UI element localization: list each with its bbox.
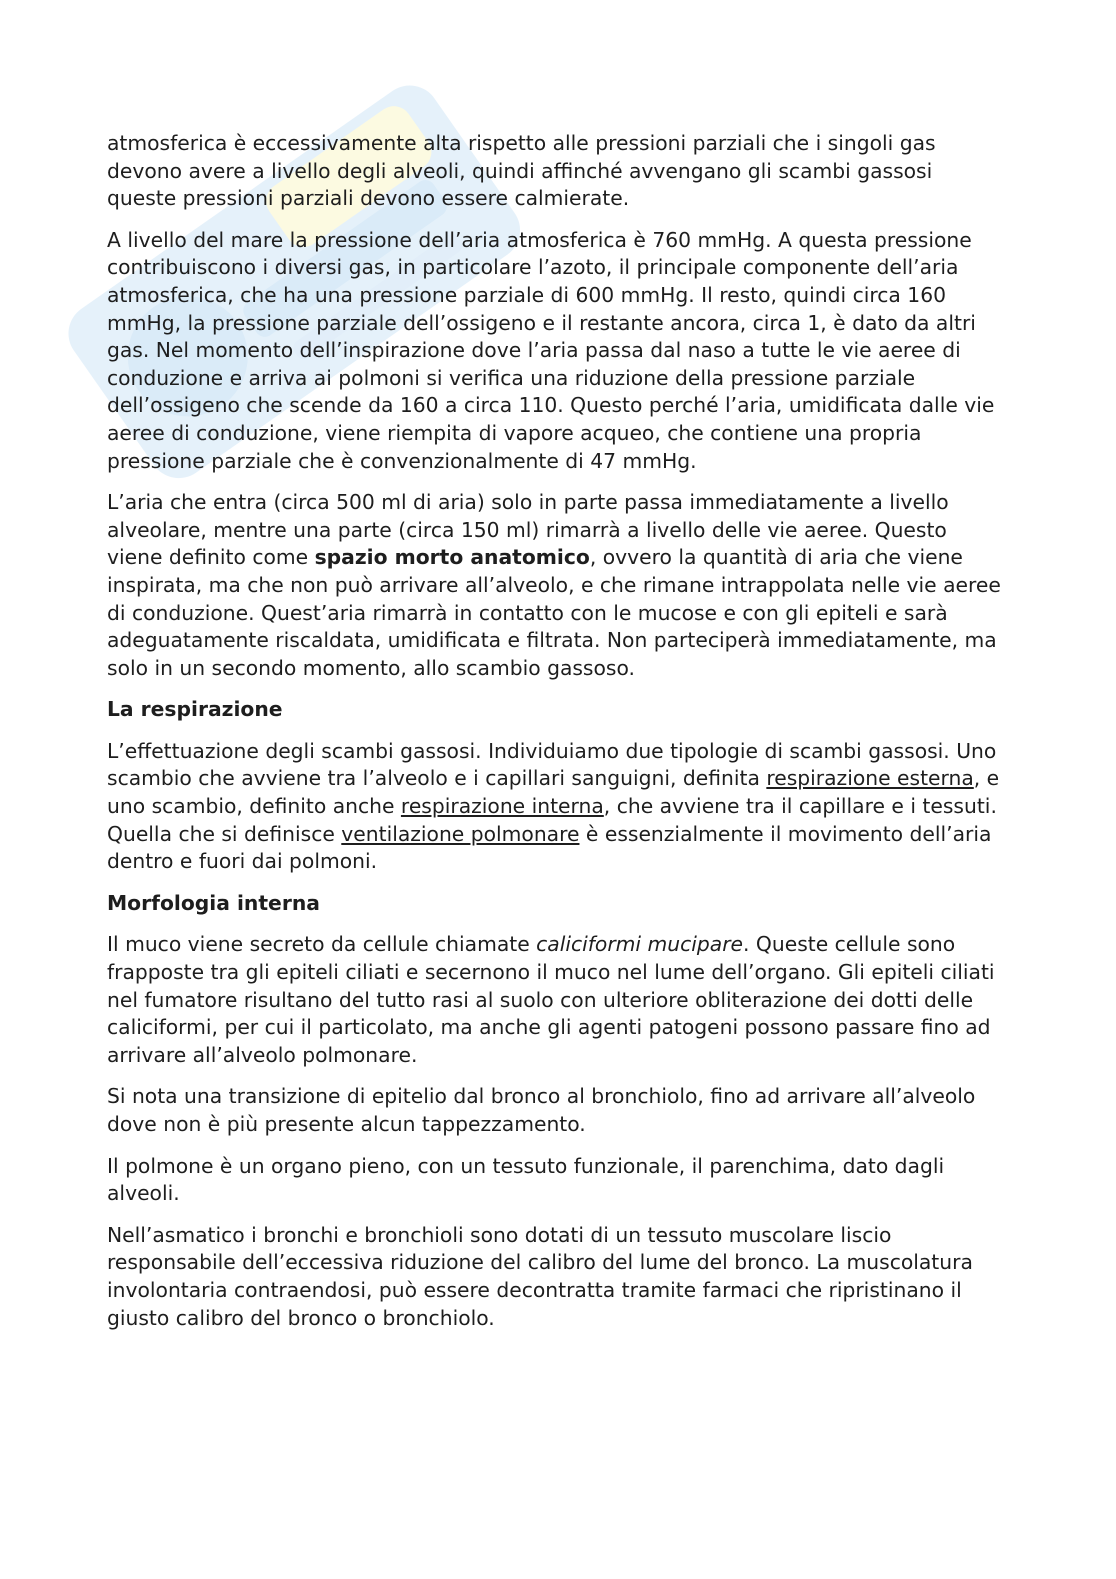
paragraph-3-text-a: L’aria che entra (circa 500 ml di aria) solo in parte passa immediatamente a livello alveolare, mentre una parte (circa 150 ml) rimarrà a livello delle vie aeree. Questo viene definito come — [107, 490, 949, 570]
paragraph-4-text-d: è essenzialmente il movimento dell’aria dentro e fuori dai polmoni. — [107, 821, 992, 874]
heading-respirazione: La respirazione — [107, 697, 283, 722]
paragraph-5 — [107, 931, 1007, 1069]
term-respirazione-esterna: respirazione esterna — [766, 766, 974, 791]
term-ventilazione-polmonare: ventilazione polmonare — [341, 821, 580, 846]
paragraph-5-text-a: Il muco viene secreto da cellule chiamate — [107, 932, 537, 957]
paragraph-4-text-b: , e uno scambio, definito anche — [107, 766, 1000, 819]
paragraph-4 — [107, 738, 1007, 876]
term-respirazione-interna: respirazione interna — [400, 794, 604, 819]
document-body — [107, 130, 1007, 1346]
term-spazio-morto: spazio morto anatomico — [314, 545, 590, 570]
heading-morfologia: Morfologia interna — [107, 890, 320, 915]
paragraph-4-text-a: L’effettuazione degli scambi gassosi. Individuiamo due tipologie di scambi gassosi. Uno scambio che avviene tra l’alveolo e i capillari sanguigni, definita — [107, 738, 997, 791]
paragraph-3 — [107, 489, 1007, 682]
paragraph-2: A livello del mare la pressione dell’aria atmosferica è 760 mmHg. A questa pressione contribuiscono i diversi gas, in particolare l’azoto, il principale componente dell’aria atmosferica, che ha una pressione parziale di 600 mmHg. Il resto, quindi circa 160 mmHg, la pressione parziale dell’ossigeno e il restante ancora, circa 1, è dato da altri gas. Nel momento dell’inspirazione dove l’aria passa dal naso a tutte le vie aeree di conduzione e arriva ai polmoni si verifica una riduzione della pressione parziale dell’ossigeno che scende da 160 a circa 110. Questo perché l’aria, umidificata dalle vie aeree di conduzione, viene riempita di vapore acqueo, che contiene una propria pressione parziale che è convenzionalmente di 47 mmHg. — [107, 227, 995, 473]
term-caliciformi: caliciformi mucipare — [536, 932, 744, 957]
paragraph-4-text-c: , che avviene tra il capillare e i tessuti. Quella che si definisce — [107, 794, 997, 846]
paragraph-6: Si nota una transizione di epitelio dal bronco al bronchiolo, fino ad arrivare all’alveolo dove non è più presente alcun tappezzamento. — [107, 1084, 976, 1136]
paragraph-7: Il polmone è un organo pieno, con un tessuto funzionale, il parenchima, dato dagli alveoli. — [107, 1153, 945, 1206]
paragraph-8: Nell’asmatico i bronchi e bronchioli sono dotati di un tessuto muscolare liscio responsabile dell’eccessiva riduzione del calibro del lume del bronco. La muscolatura involontaria contraendosi, può essere decontratta tramite farmaci che ripristinano il giusto calibro del bronco o bronchiolo. — [107, 1222, 973, 1330]
paragraph-1: atmosferica è eccessivamente alta rispetto alle pressioni parziali che i singoli gas devono avere a livello degli alveoli, quindi affinché avvengano gli scambi gassosi queste pressioni parziali devono essere calmierate. — [107, 131, 936, 211]
paragraph-3-text-b: , ovvero la quantità di aria che viene inspirata, ma che non può arrivare all’alveolo, e che rimane intrappolata nelle vie aeree di conduzione. Quest’aria rimarrà in contatto con le mucose e con gli epiteli e sarà adeguatamente riscaldata, umidificata e filtrata. Non parteciperà immediatamente, ma solo in un secondo momento, allo scambio gassoso. — [107, 545, 1001, 680]
paragraph-5-text-b: . Queste cellule sono frapposte tra gli epiteli ciliati e secernono il muco nel lume dell’organo. Gli epiteli ciliati nel fumatore risultano del tutto rasi al suolo con ulteriore obliterazione dei dotti delle caliciformi, per cui il particolato, ma anche gli agenti patogeni possono passare fino ad arrivare all’alveolo polmonare. — [107, 932, 995, 1067]
